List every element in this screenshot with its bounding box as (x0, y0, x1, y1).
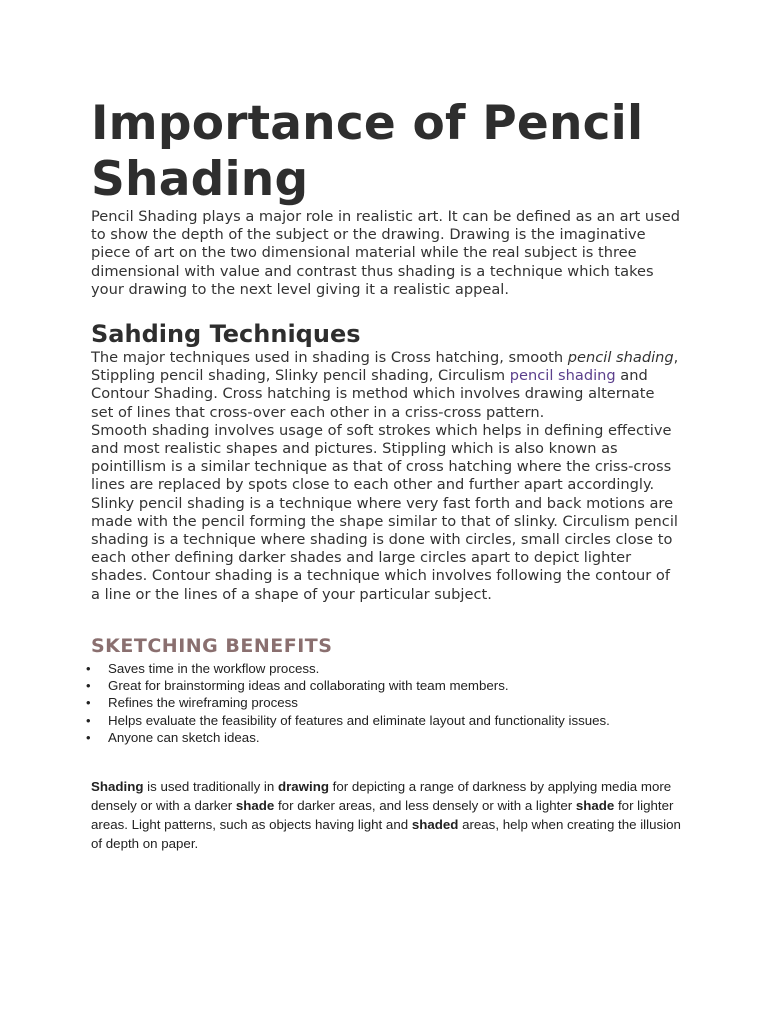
techniques-italic-term: pencil shading (567, 349, 674, 367)
bullet-icon: • (86, 678, 91, 694)
techniques-text-start: The major techniques used in shading is Cross hatching, smooth (91, 349, 568, 367)
pencil-shading-link[interactable]: pencil shading (509, 367, 616, 385)
bullet-icon: • (86, 730, 91, 746)
benefits-list (86, 660, 681, 746)
bold-term: drawing (277, 779, 329, 795)
bold-term: shaded (411, 817, 459, 833)
bullet-icon: • (86, 695, 91, 711)
bullet-icon: • (86, 712, 91, 728)
closing-text: for depicting a range of darkness by applying media more densely or with a darker (91, 779, 672, 814)
list-item (86, 712, 681, 729)
bold-term: Shading (91, 779, 144, 795)
bullet-icon: • (86, 660, 91, 676)
closing-text: for darker areas, and less densely or with a lighter (274, 798, 576, 814)
page-title: Importance of Pencil Shading (91, 96, 644, 207)
list-item (86, 694, 681, 711)
bold-term: shade (235, 798, 275, 814)
intro-paragraph: Pencil Shading plays a major role in realistic art. It can be defined as an art used to show the depth of the subject or the drawing. Drawing is the imaginative piece of art on the two dimensional material while the real subject is three dimensional with value and contrast thus shading is a technique which takes your drawing to the next level giving it a realistic appeal. (91, 208, 681, 298)
list-item (86, 729, 681, 746)
closing-paragraph (91, 777, 681, 853)
closing-text: for lighter areas. Light patterns, such as objects having light and (91, 798, 674, 833)
document-page (86, 96, 681, 853)
list-item-text: Helps evaluate the feasibility of features and eliminate layout and functionality issues. (108, 712, 610, 728)
list-item-text: Anyone can sketch ideas. (108, 730, 260, 746)
techniques-heading: Sahding Techniques (91, 320, 361, 349)
closing-text: areas, help when creating the illusion of depth on paper. (91, 817, 681, 852)
list-item (86, 660, 681, 677)
list-item-text: Refines the wireframing process (108, 695, 298, 711)
list-item-text: Saves time in the workflow process. (108, 660, 320, 676)
bold-term: shade (575, 798, 615, 814)
benefits-heading: SKETCHING BENEFITS (91, 634, 333, 657)
techniques-paragraph-1 (91, 349, 681, 422)
techniques-paragraph-2: Smooth shading involves usage of soft strokes which helps in defining effective and most realistic shapes and pictures. Stippling which is also known as pointillism is a similar technique as that of cross hatching where the criss-cross lines are replaced by spots close to each other and further apart accordingly. (91, 421, 672, 494)
closing-text: is used traditionally in (143, 779, 278, 795)
techniques-paragraph-3: Slinky pencil shading is a technique where very fast forth and back motions are made with the pencil forming the shape similar to that of slinky. Circulism pencil shading is a technique where shading is done with circles, small circles close to each other defining darker shades and large circles apart to depict lighter shades. Contour shading is a technique which involves following the contour of a line or the lines of a shape of your particular subject. (91, 494, 678, 603)
techniques-text-end: and Contour Shading. Cross hatching is method which involves drawing alternate set of lines that cross-over each other in a criss-cross pattern. (91, 367, 655, 421)
list-item (86, 677, 681, 694)
list-item-text: Great for brainstorming ideas and collaborating with team members. (108, 678, 509, 694)
techniques-text-mid: , Stippling pencil shading, Slinky pencil shading, Circulism (91, 349, 679, 385)
